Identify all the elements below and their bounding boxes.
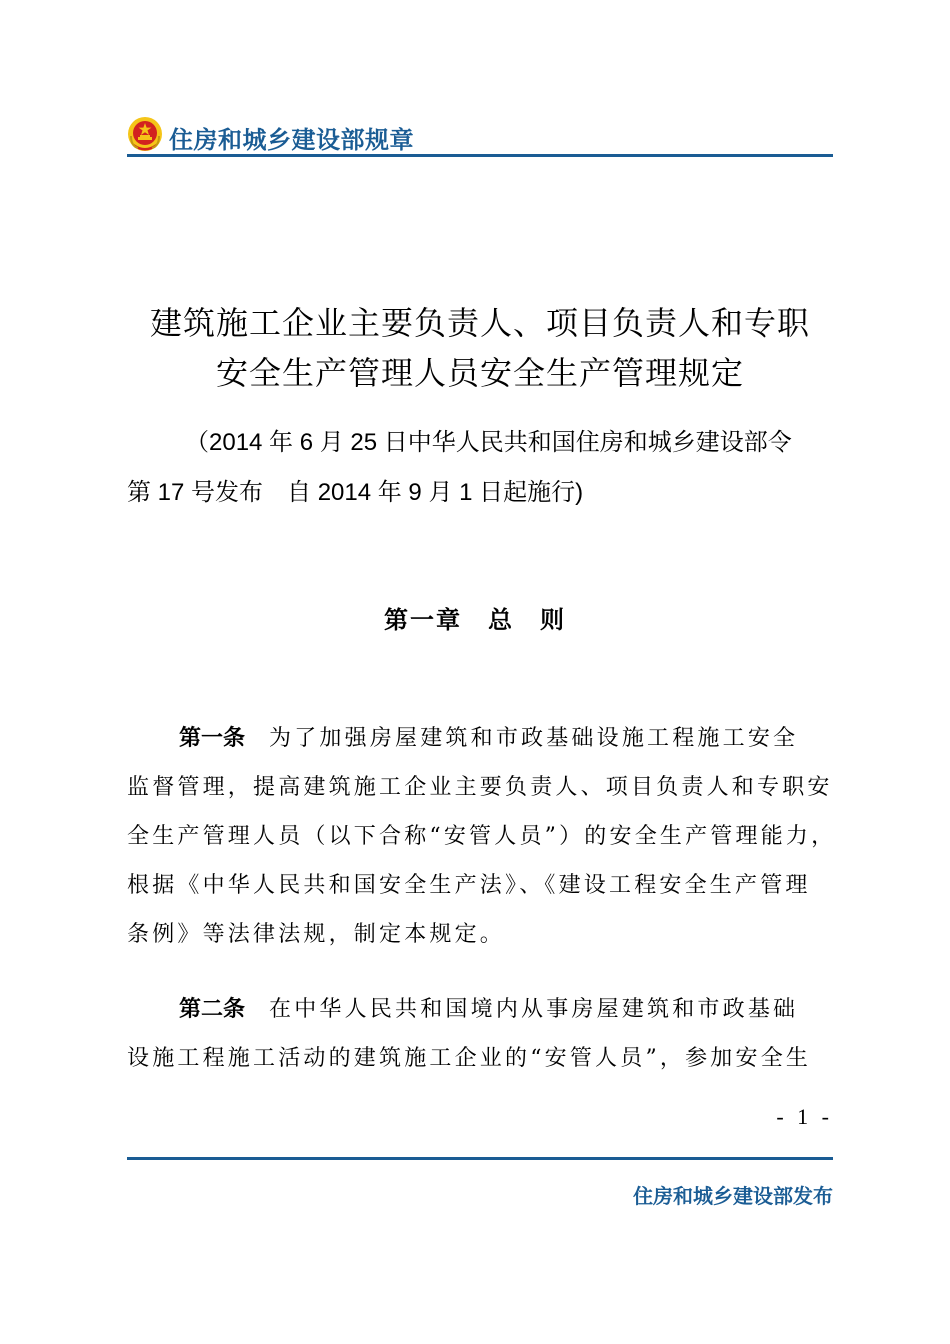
article-line: 设施工程施工活动的建筑施工企业的“安管人员”，参加安全生 [127, 1046, 812, 1071]
header-title: 住房和城乡建设部规章 [169, 126, 414, 154]
article-label: 第二条 [179, 997, 246, 1022]
article-text: 在中华人民共和国境内从事房屋建筑和市政基础 [269, 997, 799, 1022]
article-line: 监督管理，提高建筑施工企业主要负责人、项目负责人和专职安 [127, 775, 833, 800]
document-title [120, 298, 840, 398]
page-number: - 1 - [776, 1104, 833, 1129]
chapter-heading: 第一章 总 则 [384, 606, 566, 634]
article-line [127, 714, 833, 763]
article-1 [127, 714, 837, 959]
article-line: 根据《中华人民共和国安全生产法》、《建设工程安全生产管理 [127, 873, 811, 898]
header-divider [127, 154, 833, 157]
subtitle-line: （2014 年 6 月 25 日中华人民共和国住房和城乡建设部令 [185, 429, 792, 456]
national-emblem-icon [127, 116, 163, 152]
article-line: 条例》等法律法规，制定本规定。 [127, 922, 506, 947]
document-subtitle [127, 418, 833, 518]
article-label: 第一条 [179, 726, 246, 751]
page-header [127, 114, 833, 156]
article-text: 为了加强房屋建筑和市政基础设施工程施工安全 [269, 726, 799, 751]
article-line [127, 985, 833, 1034]
footer-divider [127, 1157, 833, 1160]
document-title-line: 安全生产管理人员安全生产管理规定 [215, 354, 744, 392]
article-2 [127, 985, 833, 1083]
subtitle-line: 第 17 号发布 自 2014 年 9 月 1 日起施行) [127, 479, 584, 506]
footer-publisher: 住房和城乡建设部发布 [633, 1184, 833, 1208]
article-line: 全生产管理人员（以下合称“安管人员”）的安全生产管理能力， [127, 824, 837, 849]
document-title-line: 建筑施工企业主要负责人、项目负责人和专职 [149, 304, 810, 342]
